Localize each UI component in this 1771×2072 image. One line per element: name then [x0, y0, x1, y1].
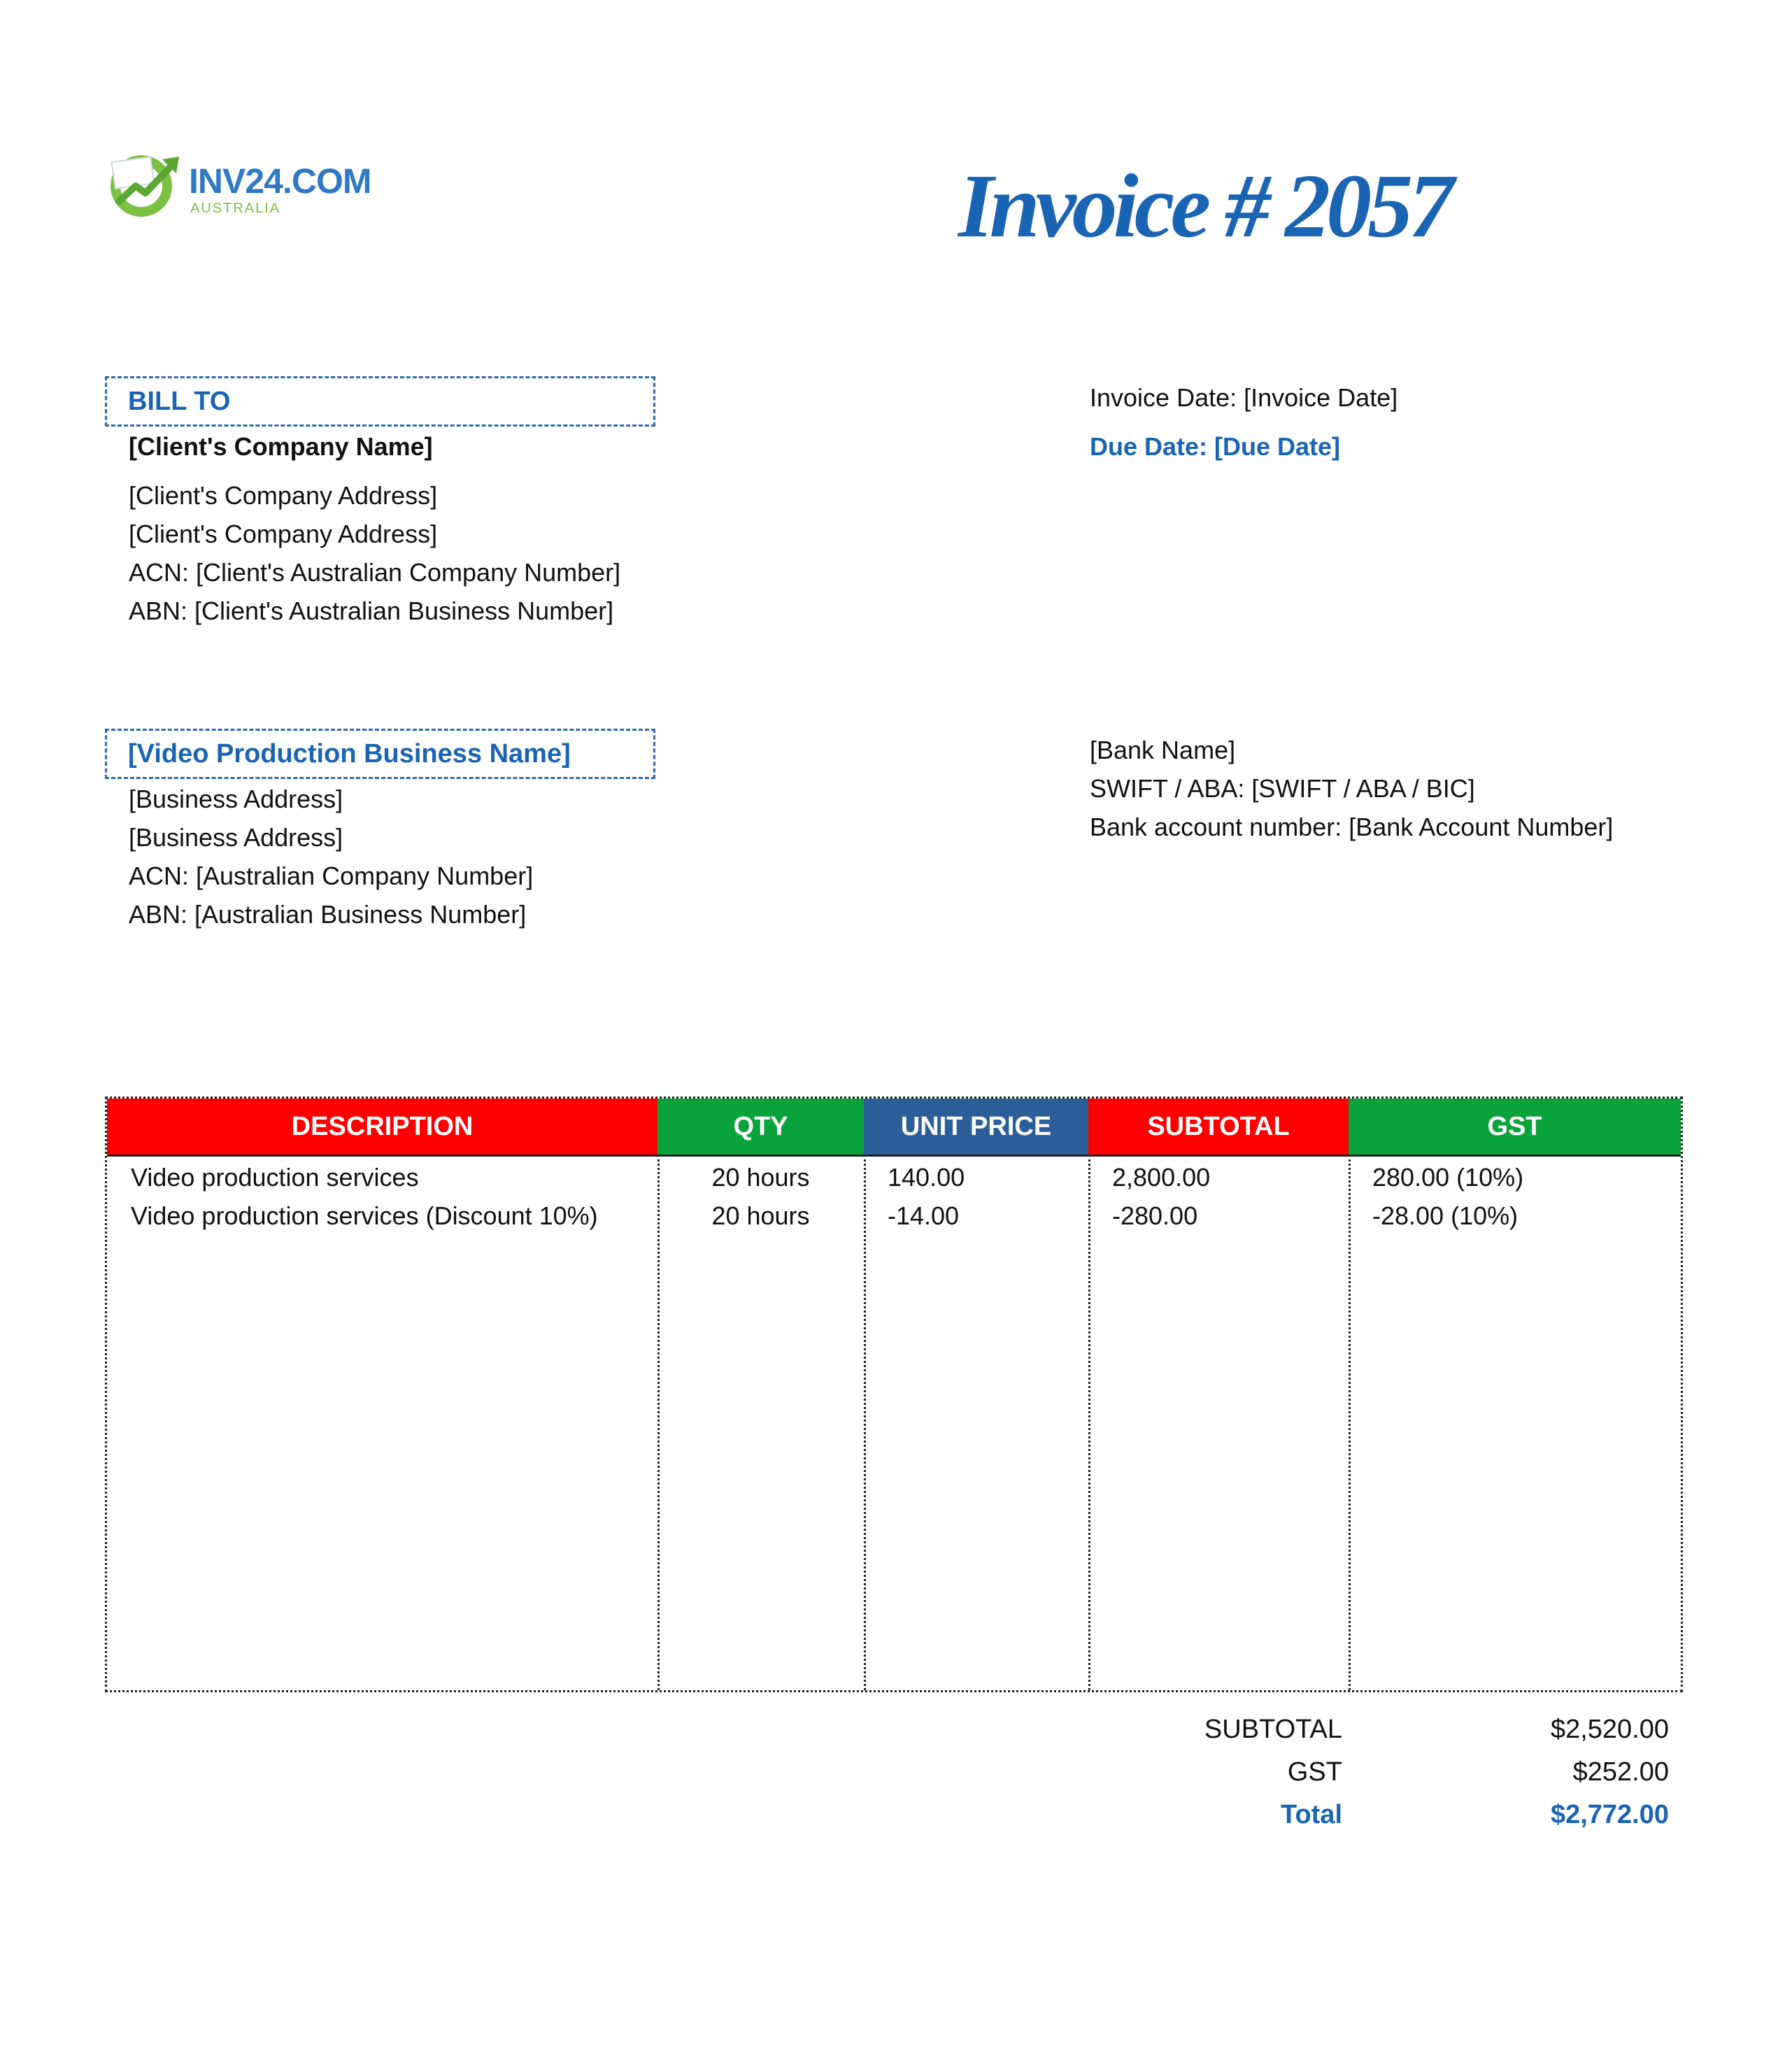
total-value: $2,772.00 [1550, 1800, 1669, 1829]
gst-label: GST [1287, 1757, 1342, 1787]
client-company-name: [Client's Company Name] [129, 432, 433, 461]
seller-acn: ACN: [Australian Company Number] [129, 862, 534, 890]
column-divider [1349, 1155, 1351, 1690]
seller-business-name: [Video Production Business Name] [128, 739, 571, 769]
header-qty: QTY [657, 1099, 864, 1155]
bank-swift: SWIFT / ABA: [SWIFT / ABA / BIC] [1090, 774, 1475, 803]
due-date: Due Date: [Due Date] [1090, 432, 1341, 461]
row-1-unit-price: 140.00 [888, 1163, 965, 1192]
line-items-table [105, 1096, 1683, 1692]
header-description: DESCRIPTION [107, 1099, 657, 1155]
header-unit-price: UNIT PRICE [864, 1099, 1088, 1155]
bill-to-header-box [105, 376, 655, 427]
client-address-2: [Client's Company Address] [129, 520, 438, 548]
row-1-gst: 280.00 (10%) [1372, 1163, 1524, 1192]
column-divider [864, 1155, 866, 1690]
column-divider [657, 1155, 660, 1690]
row-1-description: Video production services [131, 1163, 419, 1192]
row-1-qty: 20 hours [711, 1163, 810, 1192]
company-logo [108, 150, 371, 227]
gst-value: $252.00 [1572, 1757, 1669, 1787]
seller-address-1: [Business Address] [129, 785, 343, 813]
header-divider [107, 1155, 1681, 1157]
subtotal-value: $2,520.00 [1550, 1715, 1669, 1744]
row-2-subtotal: -280.00 [1112, 1201, 1198, 1230]
subtotal-label: SUBTOTAL [1204, 1715, 1342, 1744]
table-header [107, 1099, 1681, 1155]
logo-subtext: AUSTRALIA [190, 201, 281, 216]
total-label: Total [1281, 1800, 1342, 1829]
row-1-subtotal: 2,800.00 [1112, 1163, 1211, 1192]
bill-to-header: BILL TO [128, 387, 231, 416]
invoice-title: Invoice # 2057 [958, 156, 1451, 257]
row-2-gst: -28.00 (10%) [1372, 1201, 1518, 1230]
bank-account: Bank account number: [Bank Account Number] [1090, 813, 1614, 841]
client-address-1: [Client's Company Address] [129, 481, 438, 510]
column-divider [1088, 1155, 1090, 1690]
header-subtotal: SUBTOTAL [1088, 1099, 1349, 1155]
logo-text: INV24.COM [189, 162, 371, 201]
logo-chart-icon [108, 150, 185, 220]
row-2-qty: 20 hours [711, 1201, 810, 1230]
client-abn: ABN: [Client's Australian Business Number] [129, 596, 614, 625]
header-gst: GST [1349, 1099, 1681, 1155]
seller-abn: ABN: [Australian Business Number] [129, 900, 527, 929]
bank-name: [Bank Name] [1090, 736, 1236, 764]
invoice-date: Invoice Date: [Invoice Date] [1090, 383, 1398, 412]
seller-address-2: [Business Address] [129, 823, 343, 852]
row-2-unit-price: -14.00 [888, 1201, 960, 1230]
row-2-description: Video production services (Discount 10%) [131, 1201, 598, 1230]
seller-header-box [105, 729, 655, 779]
client-acn: ACN: [Client's Australian Company Number] [129, 558, 621, 587]
